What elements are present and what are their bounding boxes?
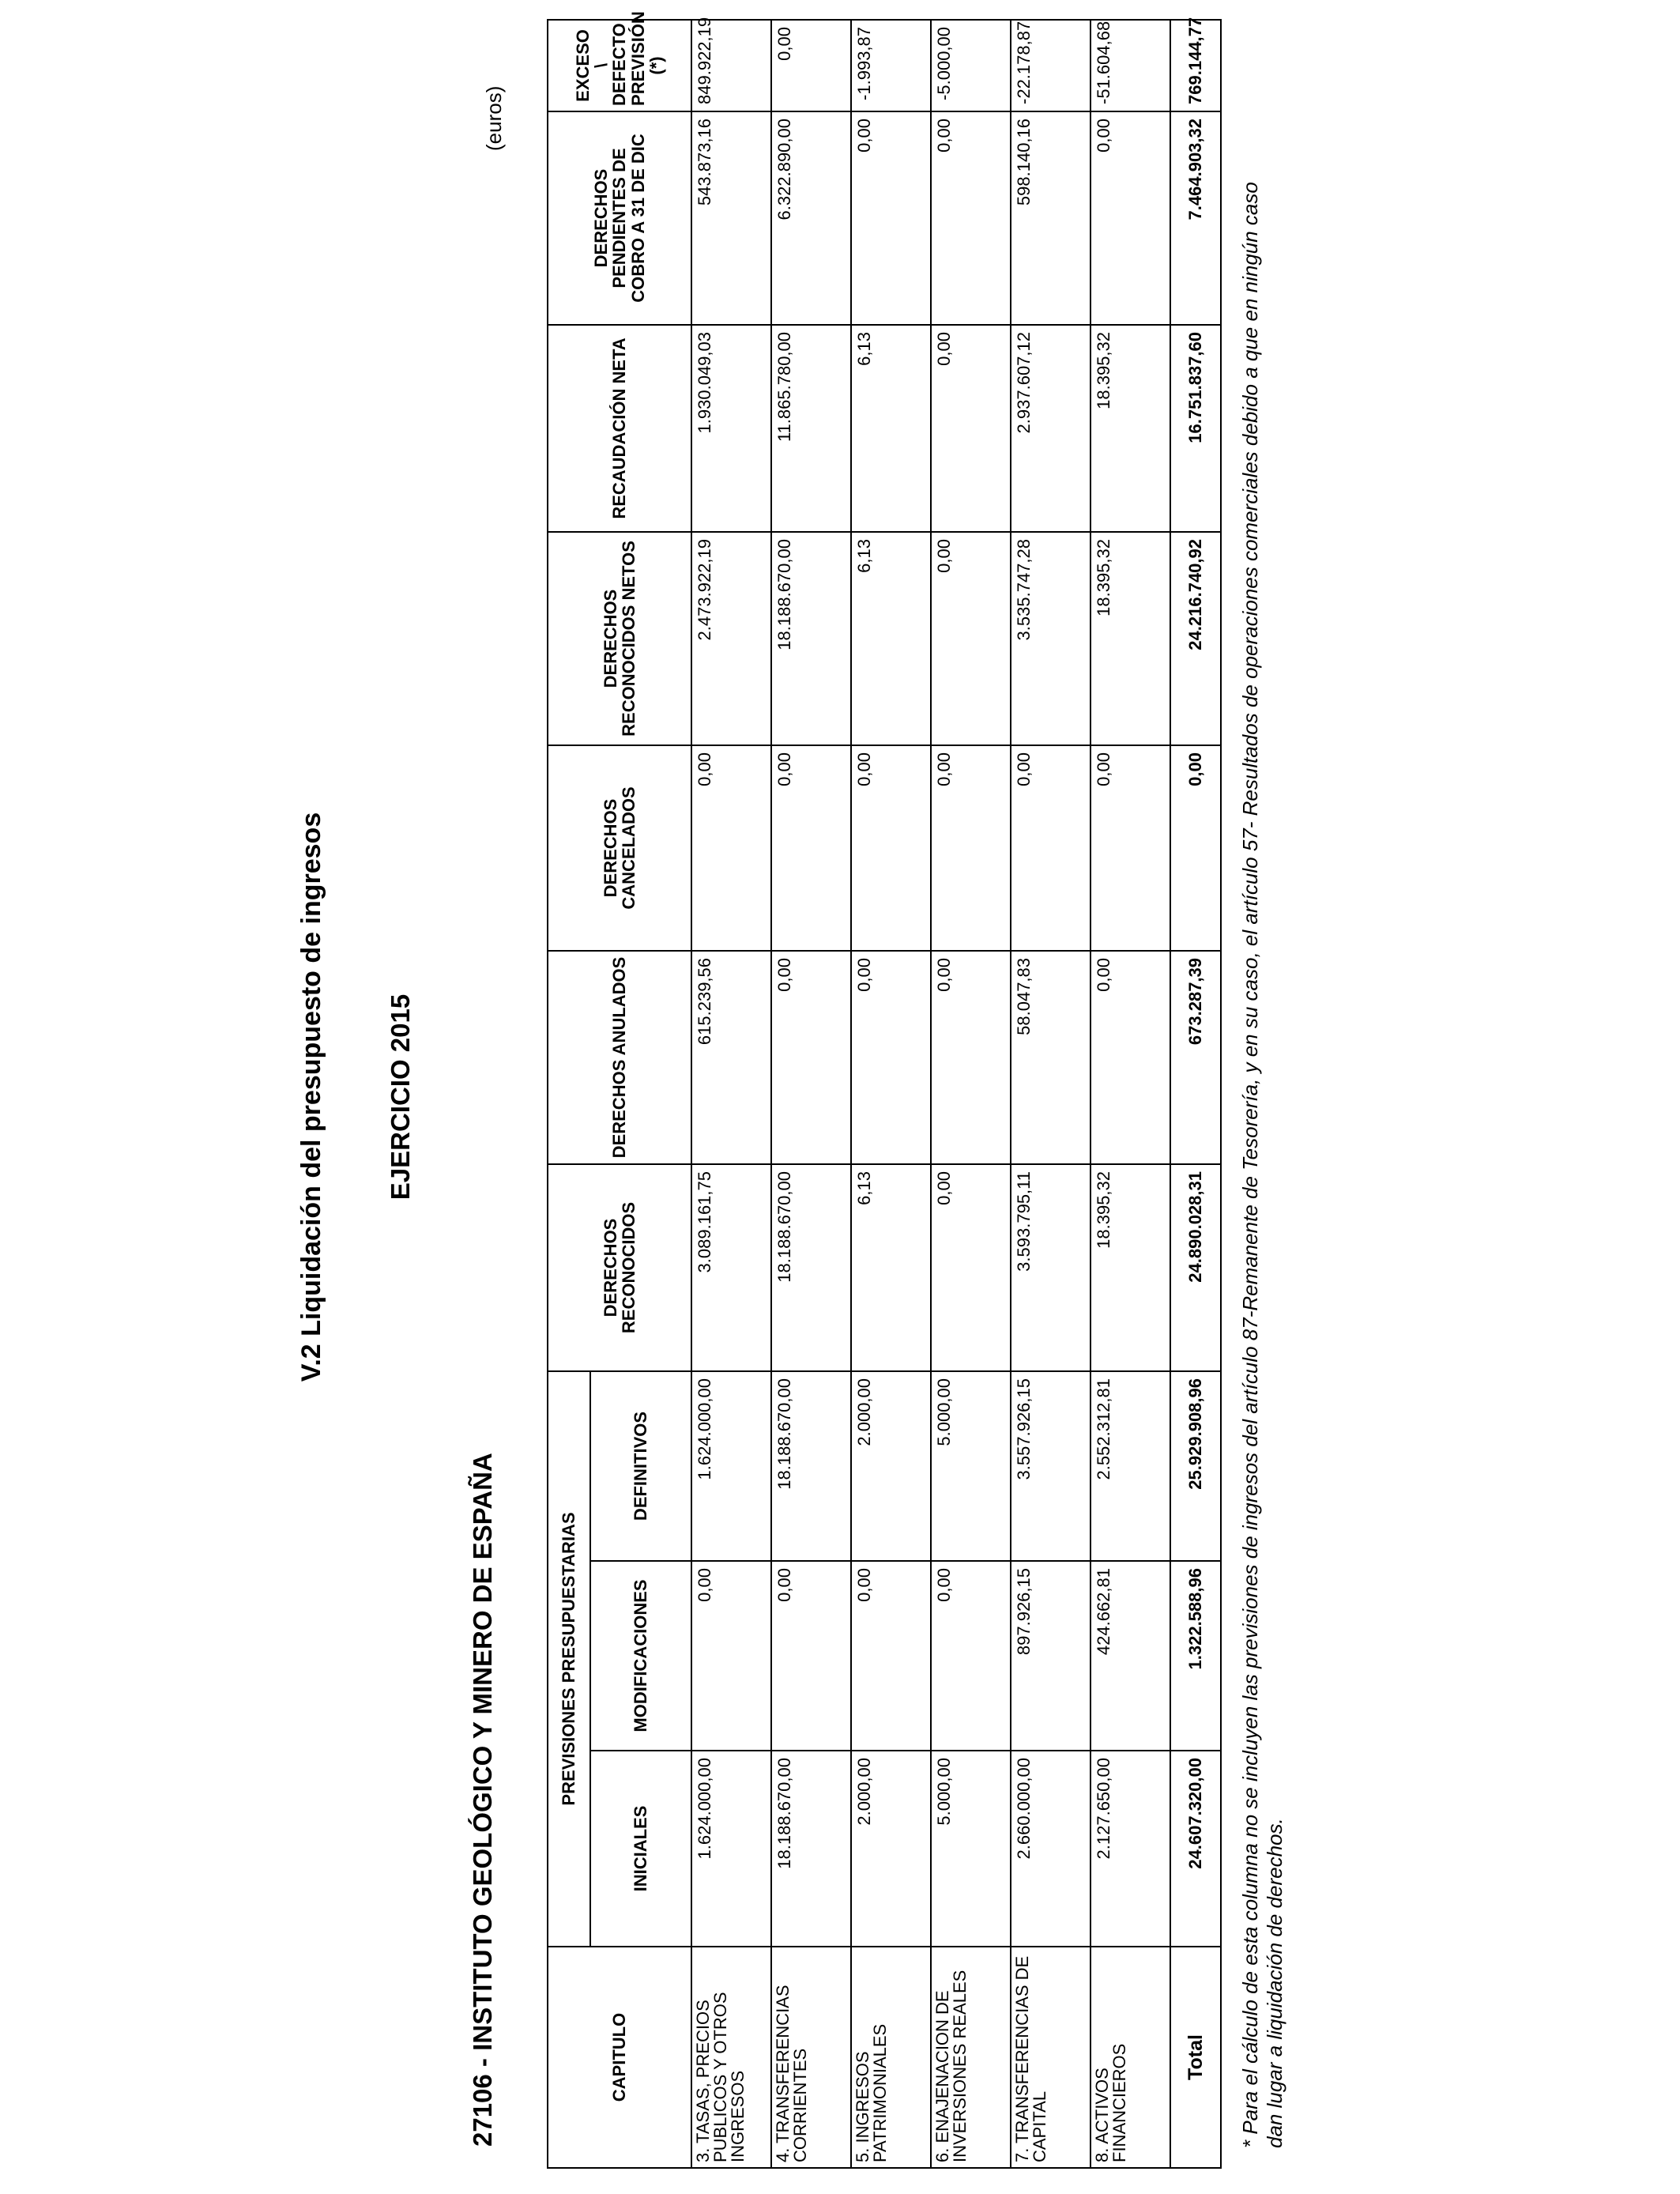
cell-recaudacion: 18.395,32 [1090,325,1170,532]
cell-exceso: 0,00 [771,20,851,111]
cell-anulados: 0,00 [771,951,851,1164]
cell-iniciales: 5.000,00 [931,1751,1011,1947]
cell-capitulo: 5. INGRESOS PATRIMONIALES [851,1947,931,2168]
cell-definitivos: 18.188.670,00 [771,1371,851,1561]
cell-reconocidos: 18.395,32 [1090,1164,1170,1371]
header-capitulo: CAPITULO [548,1947,691,2168]
cell-reconocidos: 3.089.161,75 [691,1164,771,1371]
cell-pendientes: 0,00 [851,111,931,325]
header-modificaciones: MODIFICACIONES [590,1561,691,1751]
cell-recaudacion: 6,13 [851,325,931,532]
cell-exceso: 849.922,19 [691,20,771,111]
header-derechos-anulados: DERECHOS ANULADOS [548,951,691,1164]
cell-netos: 6,13 [851,532,931,745]
header-derechos-reconocidos: DERECHOS RECONOCIDOS [548,1164,691,1371]
total-pendientes: 7.464.903,32 [1170,111,1221,325]
cell-capitulo: 8. ACTIVOS FINANCIEROS [1090,1947,1170,2168]
cell-capitulo: 4. TRANSFERENCIAS CORRIENTES [771,1947,851,2168]
cell-cancelados: 0,00 [771,745,851,951]
cell-cancelados: 0,00 [851,745,931,951]
cell-iniciales: 18.188.670,00 [771,1751,851,1947]
cell-netos: 3.535.747,28 [1011,532,1090,745]
header-previsiones: PREVISIONES PRESUPUESTARIAS [548,1371,590,1947]
cell-netos: 0,00 [931,532,1011,745]
total-definitivos: 25.929.908,96 [1170,1371,1221,1561]
cell-modificaciones: 0,00 [771,1561,851,1751]
cell-cancelados: 0,00 [1011,745,1090,951]
cell-reconocidos: 6,13 [851,1164,931,1371]
cell-pendientes: 6.322.890,00 [771,111,851,325]
cell-capitulo: 3. TASAS, PRECIOS PUBLICOS Y OTROS INGRESOS [691,1947,771,2168]
cell-definitivos: 2.552.312,81 [1090,1371,1170,1561]
cell-definitivos: 2.000,00 [851,1371,931,1561]
cell-capitulo: 6. ENAJENACION DE INVERSIONES REALES [931,1947,1011,2168]
cell-iniciales: 1.624.000,00 [691,1751,771,1947]
cell-modificaciones: 424.662,81 [1090,1561,1170,1751]
cell-netos: 18.188.670,00 [771,532,851,745]
total-cancelados: 0,00 [1170,745,1221,951]
cell-cancelados: 0,00 [1090,745,1170,951]
header-definitivos: DEFINITIVOS [590,1371,691,1561]
cell-recaudacion: 1.930.049,03 [691,325,771,532]
header-derechos-cancelados: DERECHOS CANCELADOS [548,745,691,951]
cell-cancelados: 0,00 [691,745,771,951]
total-exceso: 769.144,77 [1170,20,1221,111]
cell-recaudacion: 11.865.780,00 [771,325,851,532]
cell-pendientes: 0,00 [931,111,1011,325]
cell-anulados: 0,00 [931,951,1011,1164]
header-derechos-pendientes: DERECHOS PENDIENTES DE COBRO A 31 DE DIC [548,111,691,325]
cell-anulados: 0,00 [1090,951,1170,1164]
fiscal-year: EJERCICIO 2015 [386,993,415,1201]
currency-units: (euros) [482,85,506,151]
cell-pendientes: 0,00 [1090,111,1170,325]
cell-reconocidos: 18.188.670,00 [771,1164,851,1371]
table-row [1011,20,1090,2168]
entity-name: 27106 - INSTITUTO GEOLÓGICO Y MINERO DE ESPAÑA [468,1453,497,2147]
cell-anulados: 0,00 [851,951,931,1164]
cell-exceso: -1.993,87 [851,20,931,111]
cell-anulados: 615.239,56 [691,951,771,1164]
cell-netos: 18.395,32 [1090,532,1170,745]
total-reconocidos: 24.890.028,31 [1170,1164,1221,1371]
header-iniciales: INICIALES [590,1751,691,1947]
cell-definitivos: 5.000,00 [931,1371,1011,1561]
cell-modificaciones: 0,00 [931,1561,1011,1751]
cell-reconocidos: 3.593.795,11 [1011,1164,1090,1371]
table-row [691,20,771,2168]
cell-modificaciones: 0,00 [691,1561,771,1751]
table-row [851,20,931,2168]
cell-anulados: 58.047,83 [1011,951,1090,1164]
cell-pendientes: 598.140,16 [1011,111,1090,325]
table-row [771,20,851,2168]
table-row [931,20,1011,2168]
cell-reconocidos: 0,00 [931,1164,1011,1371]
header-recaudacion-neta: RECAUDACIÓN NETA [548,325,691,532]
cell-capitulo: 7. TRANSFERENCIAS DE CAPITAL [1011,1947,1090,2168]
cell-exceso: -5.000,00 [931,20,1011,111]
cell-modificaciones: 897.926,15 [1011,1561,1090,1751]
cell-definitivos: 1.624.000,00 [691,1371,771,1561]
cell-recaudacion: 0,00 [931,325,1011,532]
total-anulados: 673.287,39 [1170,951,1221,1164]
cell-exceso: -51.604,68 [1090,20,1170,111]
page-title: V.2 Liquidación del presupuesto de ingresos [296,812,326,1382]
total-netos: 24.216.740,92 [1170,532,1221,745]
total-row [1170,20,1221,2168]
total-modificaciones: 1.322.588,96 [1170,1561,1221,1751]
table-row [1090,20,1170,2168]
cell-netos: 2.473.922,19 [691,532,771,745]
cell-modificaciones: 0,00 [851,1561,931,1751]
total-iniciales: 24.607.320,00 [1170,1751,1221,1947]
budget-table [547,11,1222,2169]
cell-cancelados: 0,00 [931,745,1011,951]
total-label: Total [1170,1947,1221,2168]
cell-iniciales: 2.660.000,00 [1011,1751,1090,1947]
cell-pendientes: 543.873,16 [691,111,771,325]
cell-iniciales: 2.127.650,00 [1090,1751,1170,1947]
header-exceso-defecto: EXCESO \ DEFECTO PREVISIÓN (*) [548,20,691,111]
cell-definitivos: 3.557.926,15 [1011,1371,1090,1561]
footnote: * Para el cálculo de esta columna no se incluyen las previsiones de ingresos del artículo 87-Remanente de Tesorería, y en su caso, el artículo 57- Resultados de operaciones comerciales debido a que en ningún caso dan lugar a liquidación de derechos. [1238,182,1287,2148]
header-derechos-netos: DERECHOS RECONOCIDOS NETOS [548,532,691,745]
cell-iniciales: 2.000,00 [851,1751,931,1947]
cell-recaudacion: 2.937.607,12 [1011,325,1090,532]
total-recaudacion: 16.751.837,60 [1170,325,1221,532]
cell-exceso: -22.178,87 [1011,20,1090,111]
